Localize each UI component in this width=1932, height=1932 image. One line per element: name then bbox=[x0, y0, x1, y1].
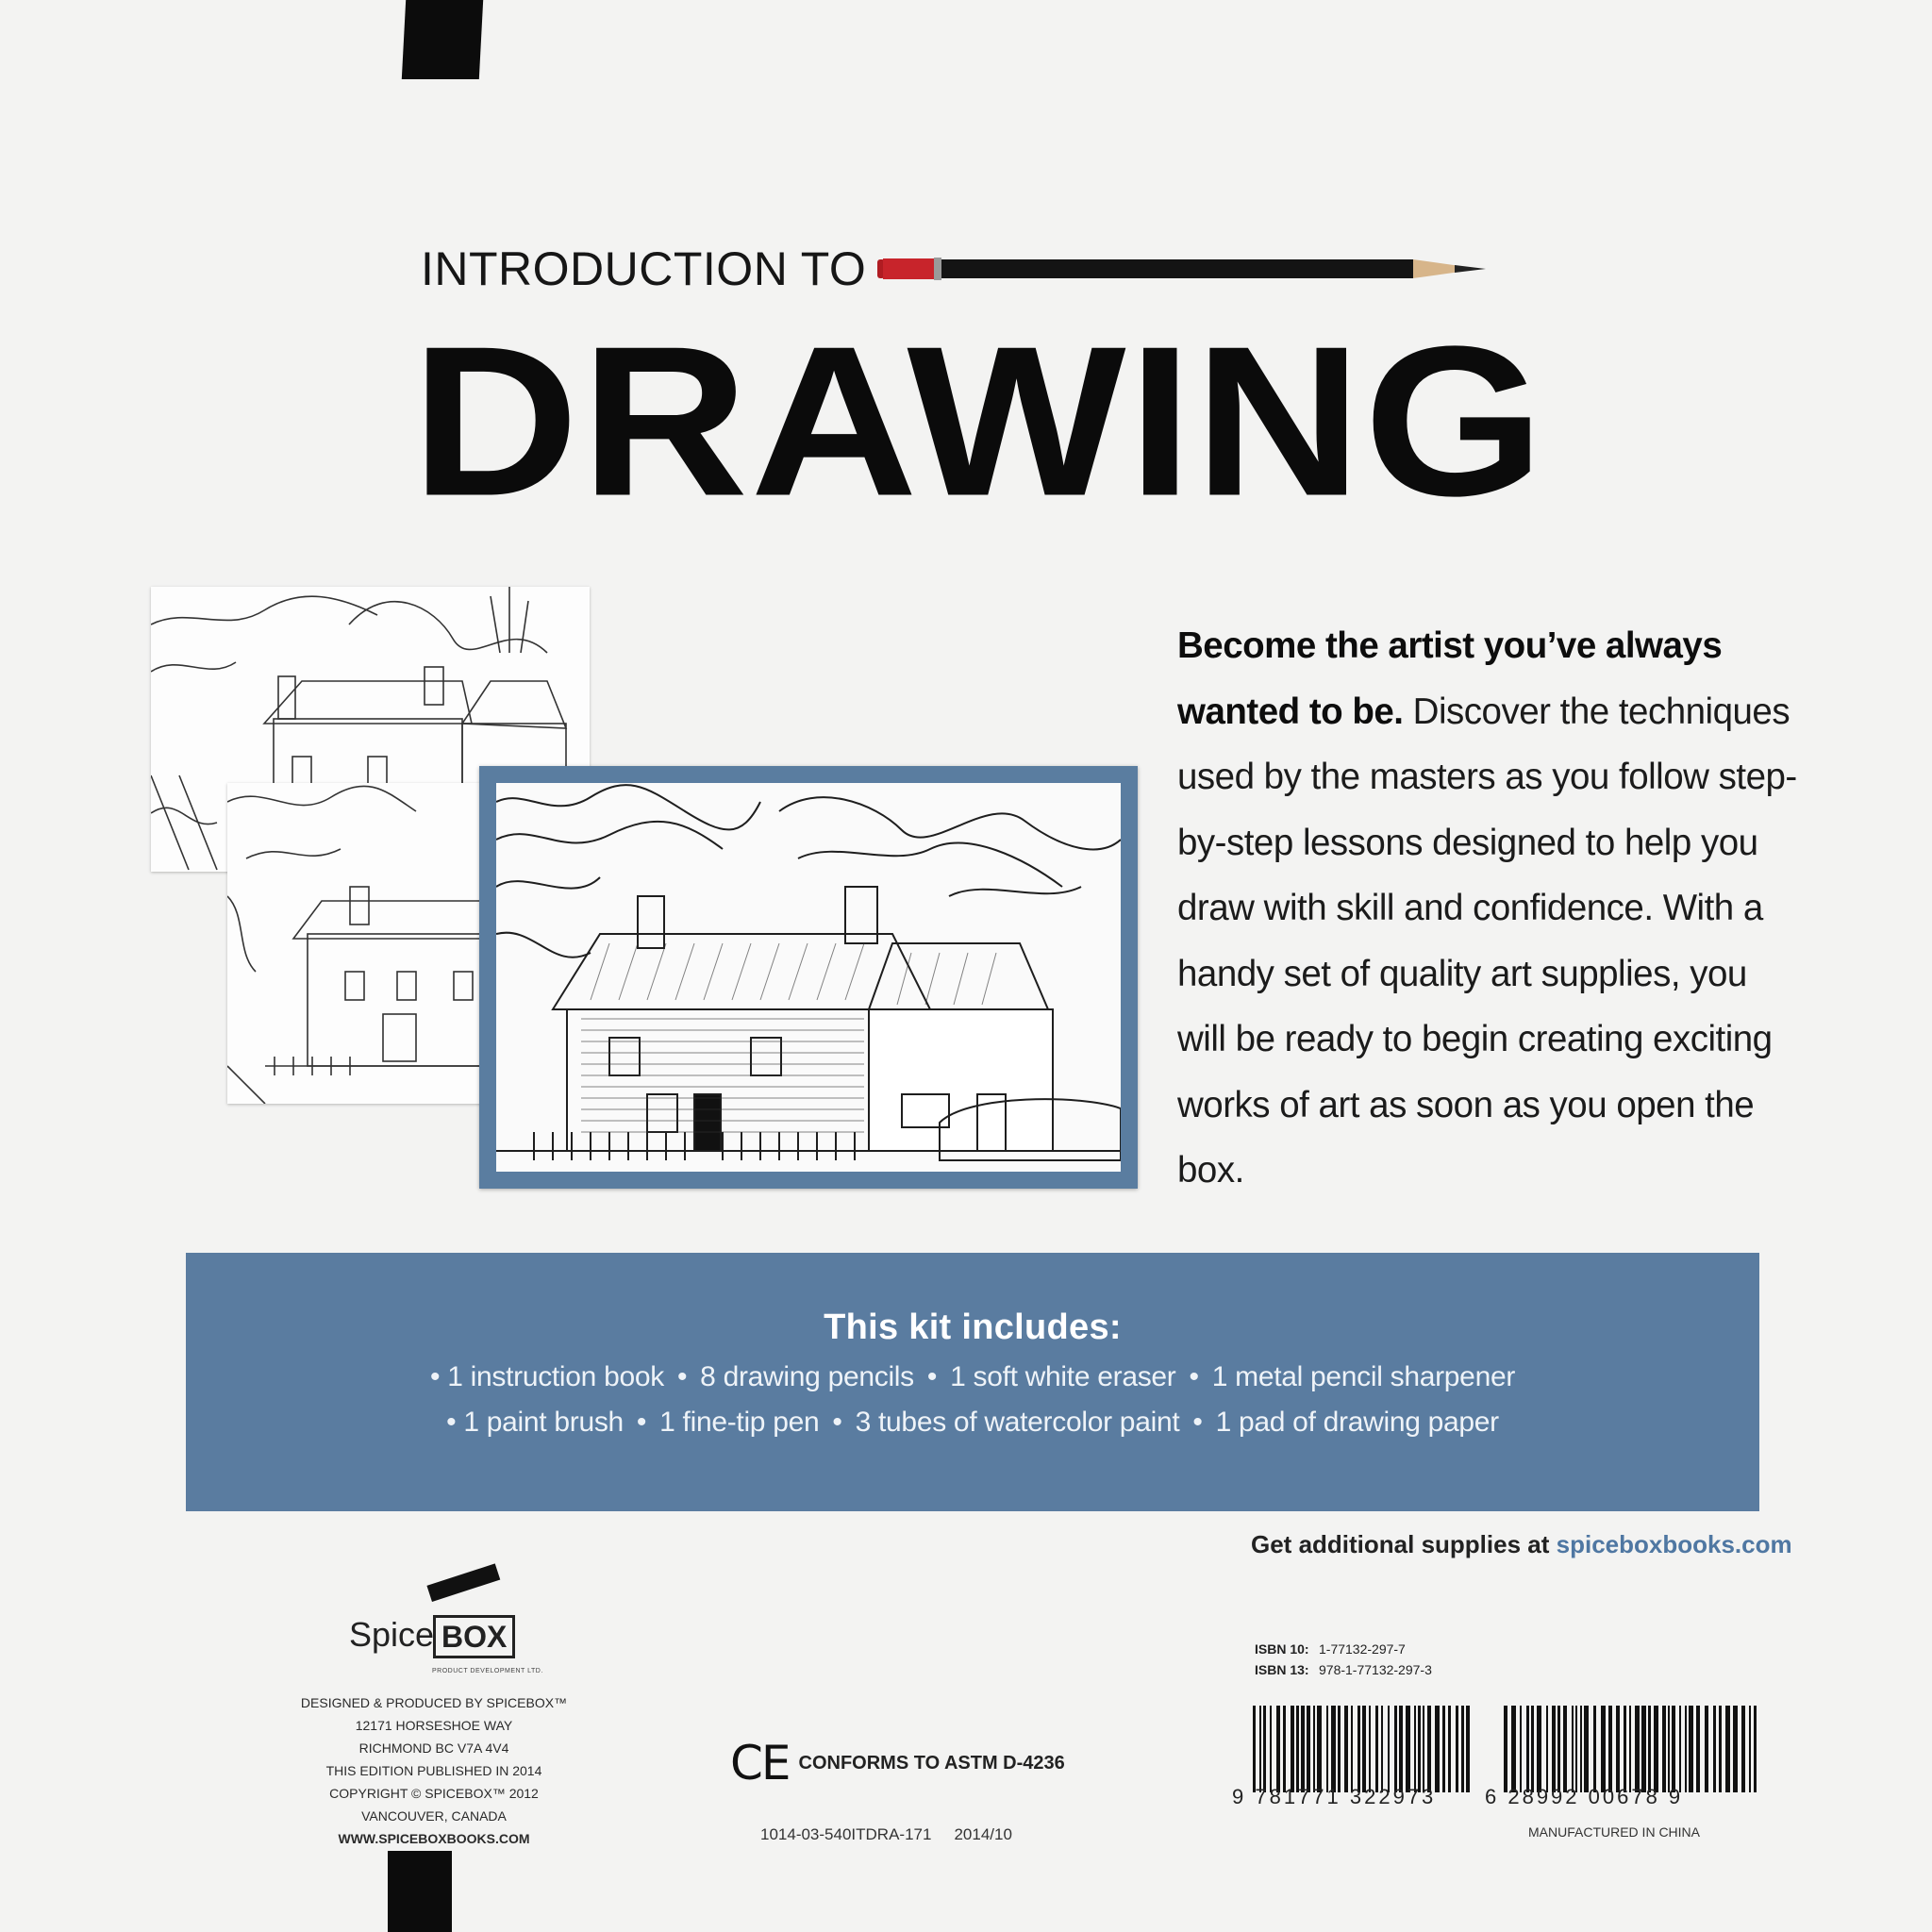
description-body: Discover the techniques used by the masters as you follow step-by-step lessons designed to help you draw with skill and confidence. With a handy set of quality art supplies, you will be ready to begin creating exciting works of art as soon as you open the box. bbox=[1177, 691, 1797, 1191]
barcode-bar bbox=[1456, 1706, 1458, 1792]
kit-contents-panel bbox=[186, 1253, 1759, 1511]
barcode-bar bbox=[1338, 1706, 1341, 1792]
credit-website: WWW.SPICEBOXBOOKS.COM bbox=[338, 1831, 530, 1846]
barcode-bar bbox=[1291, 1706, 1294, 1792]
barcode-bar bbox=[1741, 1706, 1745, 1792]
credit-line: THIS EDITION PUBLISHED IN 2014 bbox=[325, 1763, 542, 1778]
product-code-number: 1014-03-540ITDRA-171 bbox=[760, 1825, 932, 1843]
bullet-icon: • bbox=[926, 1361, 938, 1392]
ean-barcode-number: 9 781771 322973 bbox=[1232, 1785, 1437, 1808]
barcode-bar bbox=[1357, 1706, 1360, 1792]
barcode-bar bbox=[1283, 1706, 1286, 1792]
astm-text: CONFORMS TO ASTM D-4236 bbox=[798, 1752, 1065, 1774]
barcode-bar bbox=[1427, 1706, 1431, 1792]
barcode-bar bbox=[1406, 1706, 1410, 1792]
house-sketch-image bbox=[496, 783, 1121, 1172]
strap-bottom bbox=[388, 1851, 452, 1932]
barcode-bar bbox=[1654, 1706, 1658, 1792]
bullet-icon: • bbox=[1189, 1361, 1199, 1392]
barcode-bar bbox=[1435, 1706, 1440, 1792]
barcode-bar bbox=[1572, 1706, 1574, 1792]
barcode-bar bbox=[1351, 1706, 1353, 1792]
barcode-bar bbox=[1423, 1706, 1424, 1792]
barcode-bar bbox=[1296, 1706, 1299, 1792]
supplies-note bbox=[1251, 1530, 1792, 1559]
kit-item: 1 fine-tip pen bbox=[659, 1407, 820, 1438]
bullet-icon: • bbox=[636, 1407, 647, 1438]
ce-mark-icon: CE bbox=[730, 1736, 790, 1790]
barcode-bar bbox=[1624, 1706, 1626, 1792]
credit-line: COPYRIGHT © SPICEBOX™ 2012 bbox=[329, 1786, 539, 1801]
barcode-bar bbox=[1557, 1706, 1560, 1792]
bullet-icon: • bbox=[676, 1361, 688, 1392]
isbn13-label: ISBN 13: bbox=[1255, 1662, 1309, 1677]
isbn10-value: 1-77132-297-7 bbox=[1319, 1641, 1406, 1657]
barcode-bar bbox=[1394, 1706, 1397, 1792]
date-code: 2014/10 bbox=[954, 1825, 1012, 1843]
ean-barcode bbox=[1253, 1706, 1472, 1792]
logo-subtitle: PRODUCT DEVELOPMENT LTD. bbox=[432, 1668, 543, 1674]
barcode-bar bbox=[1696, 1706, 1700, 1792]
barcode-bar bbox=[1546, 1706, 1548, 1792]
barcode-bar bbox=[1672, 1706, 1675, 1792]
kit-item: 1 pad of drawing paper bbox=[1215, 1407, 1499, 1438]
barcode-bar bbox=[1689, 1706, 1693, 1792]
barcode-bar bbox=[1616, 1706, 1620, 1792]
credit-line: VANCOUVER, CANADA bbox=[361, 1808, 507, 1824]
barcode-bar bbox=[1685, 1706, 1687, 1792]
barcode-bar bbox=[1511, 1706, 1516, 1792]
upc-barcode bbox=[1504, 1706, 1760, 1792]
box-lid-icon bbox=[426, 1563, 500, 1602]
kit-item: 1 metal pencil sharpener bbox=[1211, 1361, 1516, 1392]
barcode-bar bbox=[1504, 1706, 1507, 1792]
kit-item: 1 instruction book bbox=[447, 1361, 664, 1392]
barcode-bar bbox=[1381, 1706, 1383, 1792]
isbn-block bbox=[1255, 1639, 1432, 1680]
barcode-bar bbox=[1601, 1706, 1606, 1792]
barcode-bar bbox=[1662, 1706, 1666, 1792]
barcode-bar bbox=[1575, 1706, 1577, 1792]
barcode-bar bbox=[1705, 1706, 1708, 1792]
bullet-icon: • bbox=[429, 1361, 441, 1392]
barcode-bar bbox=[1537, 1706, 1541, 1792]
bullet-icon: • bbox=[446, 1407, 457, 1438]
kit-item: 3 tubes of watercolor paint bbox=[855, 1407, 1180, 1438]
kit-row-2 bbox=[186, 1407, 1759, 1439]
kit-item: 1 paint brush bbox=[463, 1407, 624, 1438]
barcode-bar bbox=[1733, 1706, 1738, 1792]
intro-line bbox=[421, 241, 1491, 297]
barcode-bar bbox=[1526, 1706, 1529, 1792]
barcode-bar bbox=[1414, 1706, 1416, 1792]
barcode-bar bbox=[1362, 1706, 1366, 1792]
barcode-bar bbox=[1253, 1706, 1256, 1792]
barcode-bar bbox=[1307, 1706, 1310, 1792]
barcode-bar bbox=[1563, 1706, 1567, 1792]
barcode-bar bbox=[1635, 1706, 1640, 1792]
barcode-bar bbox=[1466, 1706, 1470, 1792]
barcode-bar bbox=[1629, 1706, 1631, 1792]
intro-text: INTRODUCTION TO bbox=[421, 242, 867, 295]
kit-item: 1 soft white eraser bbox=[950, 1361, 1176, 1392]
barcode-bar bbox=[1608, 1706, 1612, 1792]
kit-item: 8 drawing pencils bbox=[700, 1361, 914, 1392]
barcode-bar bbox=[1679, 1706, 1681, 1792]
barcode-bar bbox=[1580, 1706, 1582, 1792]
sketch-card-featured bbox=[479, 766, 1138, 1189]
upc-barcode-number: 6 28992 00678 9 bbox=[1485, 1785, 1684, 1808]
barcode-bar bbox=[1270, 1706, 1272, 1792]
barcode-bar bbox=[1648, 1706, 1651, 1792]
product-code bbox=[760, 1825, 1035, 1844]
barcode-bar bbox=[1399, 1706, 1403, 1792]
barcode-bar bbox=[1754, 1706, 1757, 1792]
barcode-bar bbox=[1276, 1706, 1280, 1792]
kit-title: This kit includes: bbox=[824, 1307, 1122, 1347]
barcode-bar bbox=[1418, 1706, 1421, 1792]
barcode-bar bbox=[1317, 1706, 1322, 1792]
kit-row-1 bbox=[186, 1361, 1759, 1393]
isbn10-label: ISBN 10: bbox=[1255, 1641, 1309, 1657]
barcode-bar bbox=[1263, 1706, 1266, 1792]
barcode-bar bbox=[1259, 1706, 1261, 1792]
barcode-bar bbox=[1344, 1706, 1348, 1792]
logo-box-text: BOX bbox=[433, 1615, 515, 1658]
cover-title: DRAWING bbox=[411, 302, 1546, 541]
barcode-bar bbox=[1749, 1706, 1751, 1792]
barcode-bar bbox=[1388, 1706, 1390, 1792]
barcode-bar bbox=[1442, 1706, 1445, 1792]
barcode-bar bbox=[1719, 1706, 1722, 1792]
description-text bbox=[1177, 613, 1800, 1204]
barcode-bar bbox=[1593, 1706, 1596, 1792]
barcode-bar bbox=[1461, 1706, 1464, 1792]
barcode-bar bbox=[1369, 1706, 1371, 1792]
barcode-bar bbox=[1331, 1706, 1336, 1792]
barcode-bar bbox=[1301, 1706, 1305, 1792]
publisher-credits bbox=[283, 1691, 585, 1850]
sketch-card-middle bbox=[227, 783, 501, 1104]
barcode-bar bbox=[1641, 1706, 1646, 1792]
strap-top bbox=[402, 0, 483, 79]
spicebox-logo bbox=[349, 1577, 543, 1681]
logo-spice-text: Spice bbox=[349, 1615, 435, 1654]
barcode-bar bbox=[1725, 1706, 1730, 1792]
credit-line: DESIGNED & PRODUCED BY SPICEBOX™ bbox=[300, 1695, 568, 1710]
bullet-icon: • bbox=[832, 1407, 842, 1438]
barcode-bar bbox=[1531, 1706, 1534, 1792]
credit-line: 12171 HORSESHOE WAY bbox=[355, 1718, 513, 1733]
pencil-icon bbox=[877, 255, 1491, 283]
supplies-link[interactable]: spiceboxbooks.com bbox=[1556, 1530, 1792, 1558]
credit-line: RICHMOND BC V7A 4V4 bbox=[358, 1740, 509, 1756]
barcode-bar bbox=[1552, 1706, 1556, 1792]
house-sketch-image bbox=[227, 783, 501, 1104]
description-lead: Become the artist you’ve always wanted to be. bbox=[1177, 625, 1723, 732]
barcode-bar bbox=[1520, 1706, 1522, 1792]
barcode-bar bbox=[1375, 1706, 1378, 1792]
barcode-bar bbox=[1313, 1706, 1315, 1792]
barcode-bar bbox=[1584, 1706, 1589, 1792]
bullet-icon: • bbox=[1192, 1407, 1203, 1438]
barcode-bar bbox=[1668, 1706, 1670, 1792]
supplies-prefix: Get additional supplies at bbox=[1251, 1530, 1550, 1558]
barcode-bar bbox=[1326, 1706, 1328, 1792]
barcode-bar bbox=[1713, 1706, 1716, 1792]
manufactured-in: MANUFACTURED IN CHINA bbox=[1528, 1824, 1701, 1840]
barcode-bar bbox=[1448, 1706, 1451, 1792]
isbn13-value: 978-1-77132-297-3 bbox=[1319, 1662, 1432, 1677]
compliance-mark bbox=[730, 1736, 1065, 1790]
